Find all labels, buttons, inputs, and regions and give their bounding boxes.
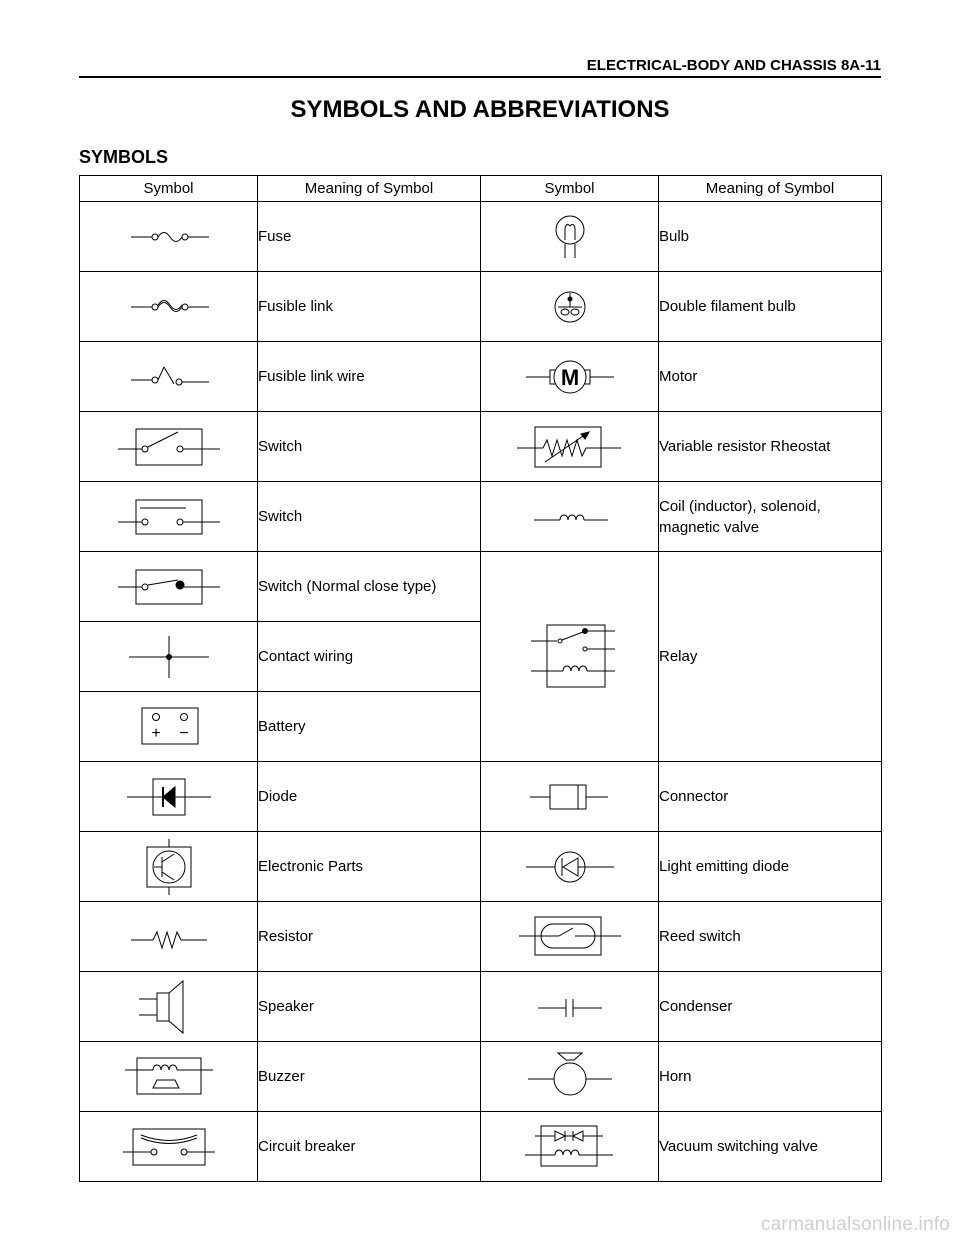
switch-push-symbol-icon [80,482,258,552]
motor-symbol-icon [481,342,659,412]
variable-resistor-symbol-icon [481,412,659,482]
battery-symbol-icon [80,692,258,762]
diode-symbol-icon [80,762,258,832]
table-row [80,272,882,342]
watermark: carmanualsonline.info [760,1214,950,1235]
meaning-circuit-breaker: Circuit breaker [258,1112,481,1182]
condenser-symbol-icon [481,972,659,1042]
meaning-coil-line1: Coil (inductor), solenoid, [659,497,821,515]
table-row [80,762,882,832]
page-title: SYMBOLS AND ABBREVIATIONS [290,96,670,123]
circuit-breaker-symbol-icon [80,1112,258,1182]
fusible-link-wire-symbol-icon [80,342,258,412]
connector-symbol-icon [481,762,659,832]
reed-switch-symbol-icon [481,902,659,972]
fusible-link-symbol-icon [80,272,258,342]
table-row [80,972,882,1042]
double-filament-bulb-symbol-icon [481,272,659,342]
table-row [80,342,882,412]
electronic-parts-symbol-icon [80,832,258,902]
meaning-contact-wiring: Contact wiring [258,622,481,692]
symbols-table [79,175,882,1182]
meaning-coil-line2: magnetic valve [659,518,760,536]
fuse-symbol-icon [80,202,258,272]
table-row [80,902,882,972]
meaning-fusible-link: Fusible link [258,272,481,342]
meaning-reed-switch: Reed switch [659,902,882,972]
meaning-fuse: Fuse [258,202,481,272]
meaning-horn: Horn [659,1042,882,1112]
meaning-resistor: Resistor [258,902,481,972]
column-header: Symbol [80,176,258,202]
meaning-buzzer: Buzzer [258,1042,481,1112]
table-header-row [80,176,882,202]
meaning-condenser: Condenser [659,972,882,1042]
meaning-led: Light emitting diode [659,832,882,902]
meaning-motor: Motor [659,342,882,412]
section-title: SYMBOLS [79,147,169,167]
battery-plus-sign: + [150,724,161,742]
bulb-symbol-icon [481,202,659,272]
led-symbol-icon [481,832,659,902]
contact-wiring-symbol-icon [80,622,258,692]
meaning-switch: Switch [258,412,481,482]
table-row [80,482,882,552]
meaning-connector: Connector [659,762,882,832]
meaning-vacuum-switching-valve: Vacuum switching valve [659,1112,882,1182]
meaning-relay: Relay [659,552,882,762]
meaning-switch-2: Switch [258,482,481,552]
table-row [80,202,882,272]
table-row [80,1042,882,1112]
table-row [80,1112,882,1182]
running-header: ELECTRICAL-BODY AND CHASSIS 8A-11 [79,56,881,78]
meaning-bulb: Bulb [659,202,882,272]
meaning-speaker: Speaker [258,972,481,1042]
meaning-diode: Diode [258,762,481,832]
meaning-coil [659,482,882,552]
meaning-switch-normal-close: Switch (Normal close type) [258,552,481,622]
motor-letter: M [560,364,579,390]
meaning-double-filament-bulb: Double filament bulb [659,272,882,342]
column-header: Meaning of Symbol [659,176,882,202]
speaker-symbol-icon [80,972,258,1042]
table-row [80,412,882,482]
meaning-variable-resistor: Variable resistor Rheostat [659,412,882,482]
vacuum-switching-valve-symbol-icon [481,1112,659,1182]
coil-symbol-icon [481,482,659,552]
buzzer-symbol-icon [80,1042,258,1112]
table-row [80,552,882,622]
meaning-battery: Battery [258,692,481,762]
battery-minus-sign: − [178,724,189,742]
meaning-fusible-link-wire: Fusible link wire [258,342,481,412]
horn-symbol-icon [481,1042,659,1112]
table-row [80,832,882,902]
relay-symbol-icon [481,552,659,762]
resistor-symbol-icon [80,902,258,972]
column-header: Meaning of Symbol [258,176,481,202]
switch-open-symbol-icon [80,412,258,482]
meaning-electronic-parts: Electronic Parts [258,832,481,902]
switch-normal-close-symbol-icon [80,552,258,622]
column-header: Symbol [481,176,659,202]
